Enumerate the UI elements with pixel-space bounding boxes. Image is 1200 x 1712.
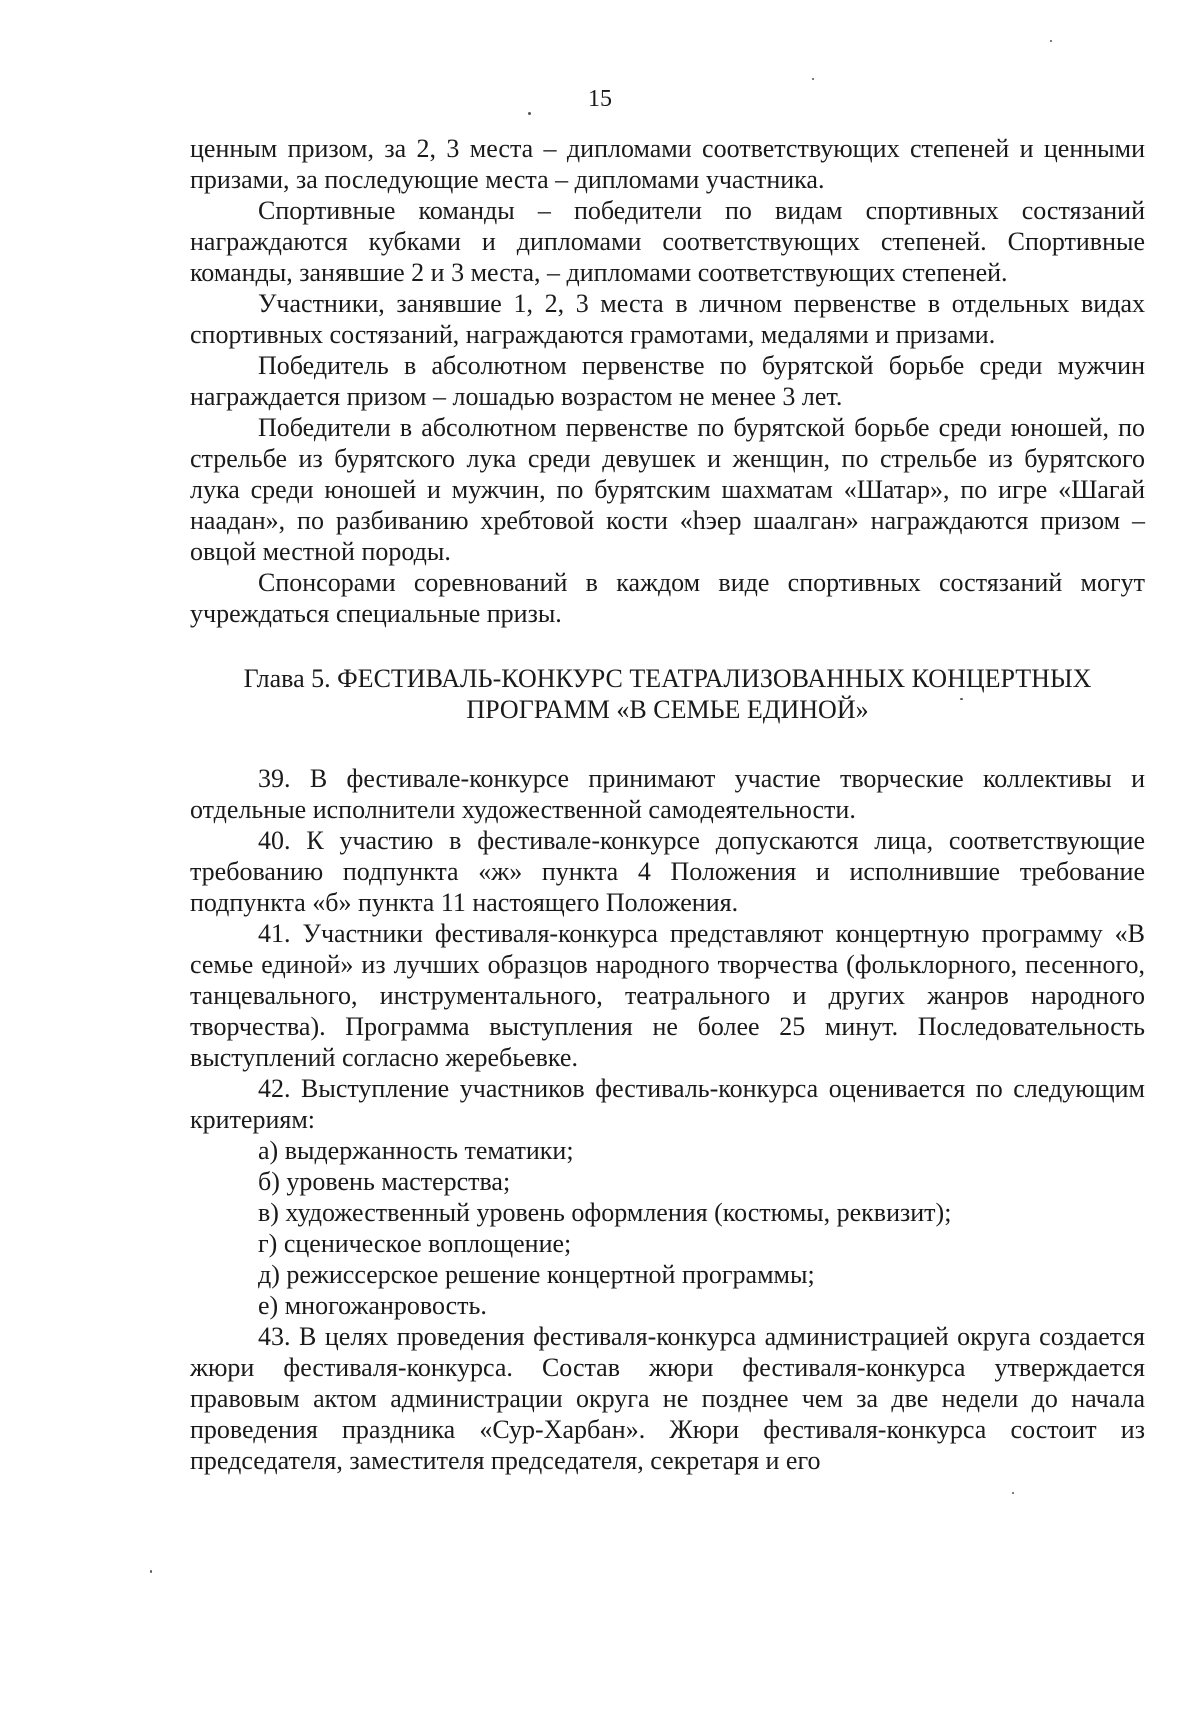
scan-speck xyxy=(150,1570,152,1573)
paragraph: Участники, занявшие 1, 2, 3 места в личном первенстве в отдельных видах спортивных состязаний, награждаются грамотами, медалями и призами. xyxy=(190,289,1145,349)
chapter-heading-line: Глава 5. ФЕСТИВАЛЬ-КОНКУРС ТЕАТРАЛИЗОВАННЫХ КОНЦЕРТНЫХ xyxy=(243,664,1092,693)
document-body xyxy=(190,133,1145,1476)
clause-paragraph: 42. Выступление участников фестиваль-конкурса оценивается по следующим критериям: xyxy=(190,1074,1145,1134)
criteria-item: г) сценическое воплощение; xyxy=(258,1229,572,1258)
scan-speck xyxy=(960,698,963,700)
paragraph: Победитель в абсолютном первенстве по бурятской борьбе среди мужчин награждается призом – лошадью возрастом не менее 3 лет. xyxy=(190,351,1145,411)
scan-speck xyxy=(1050,40,1052,42)
clause-paragraph: 41. Участники фестиваля-конкурса представляют концертную программу «В семье единой» из лучших образцов народного творчества (фольклорного, песенного, танцевального, инструментального, театрального и других жанров народного творчества). Программа выступления не более 25 минут. Последовательность выступлений согласно жеребьевке. xyxy=(190,919,1145,1072)
page-number: 15 xyxy=(588,86,612,112)
criteria-item: б) уровень мастерства; xyxy=(258,1167,511,1196)
criteria-item: а) выдержанность тематики; xyxy=(258,1136,574,1165)
criteria-item: в) художественный уровень оформления (костюмы, реквизит); xyxy=(258,1198,952,1227)
paragraph: Спортивные команды – победители по видам спортивных состязаний награждаются кубками и дипломами соответствующих степеней. Спортивные команды, занявшие 2 и 3 места, – дипломами соответствующих степеней. xyxy=(190,196,1145,287)
criteria-item: е) многожанровость. xyxy=(258,1291,487,1320)
chapter-heading-line: ПРОГРАММ «В СЕМЬЕ ЕДИНОЙ» xyxy=(466,695,869,724)
criteria-item: д) режиссерское решение концертной программы; xyxy=(258,1260,815,1289)
scan-speck xyxy=(1012,1492,1014,1494)
chapter-heading xyxy=(190,663,1145,725)
clause-paragraph: 39. В фестивале-конкурсе принимают участие творческие коллективы и отдельные исполнители художественной самодеятельности. xyxy=(190,764,1145,824)
paragraph: Победители в абсолютном первенстве по бурятской борьбе среди юношей, по стрельбе из бурятского лука среди девушек и женщин, по стрельбе из бурятского лука среди юношей и мужчин, по бурятским шахматам «Шатар», по игре «Шагай наадан», по разбиванию хребтовой кости «һэер шаалган» награждаются призом – овцой местной породы. xyxy=(190,413,1145,566)
clause-paragraph: 43. В целях проведения фестиваля-конкурса администрацией округа создается жюри фестиваля-конкурса. Состав жюри фестиваля-конкурса утверждается правовым актом администрации округа не позднее чем за две недели до начала проведения праздника «Сур-Харбан». Жюри фестиваля-конкурса состоит из председателя, заместителя председателя, секретаря и его xyxy=(190,1322,1145,1475)
scan-speck xyxy=(812,78,814,80)
scan-speck xyxy=(528,112,531,115)
paragraph: ценным призом, за 2, 3 места – дипломами соответствующих степеней и ценными призами, за последующие места – дипломами участника. xyxy=(190,134,1145,194)
paragraph: Спонсорами соревнований в каждом виде спортивных состязаний могут учреждаться специальные призы. xyxy=(190,568,1145,628)
clause-paragraph: 40. К участию в фестивале-конкурсе допускаются лица, соответствующие требованию подпункта «ж» пункта 4 Положения и исполнившие требование подпункта «б» пункта 11 настоящего Положения. xyxy=(190,826,1145,917)
